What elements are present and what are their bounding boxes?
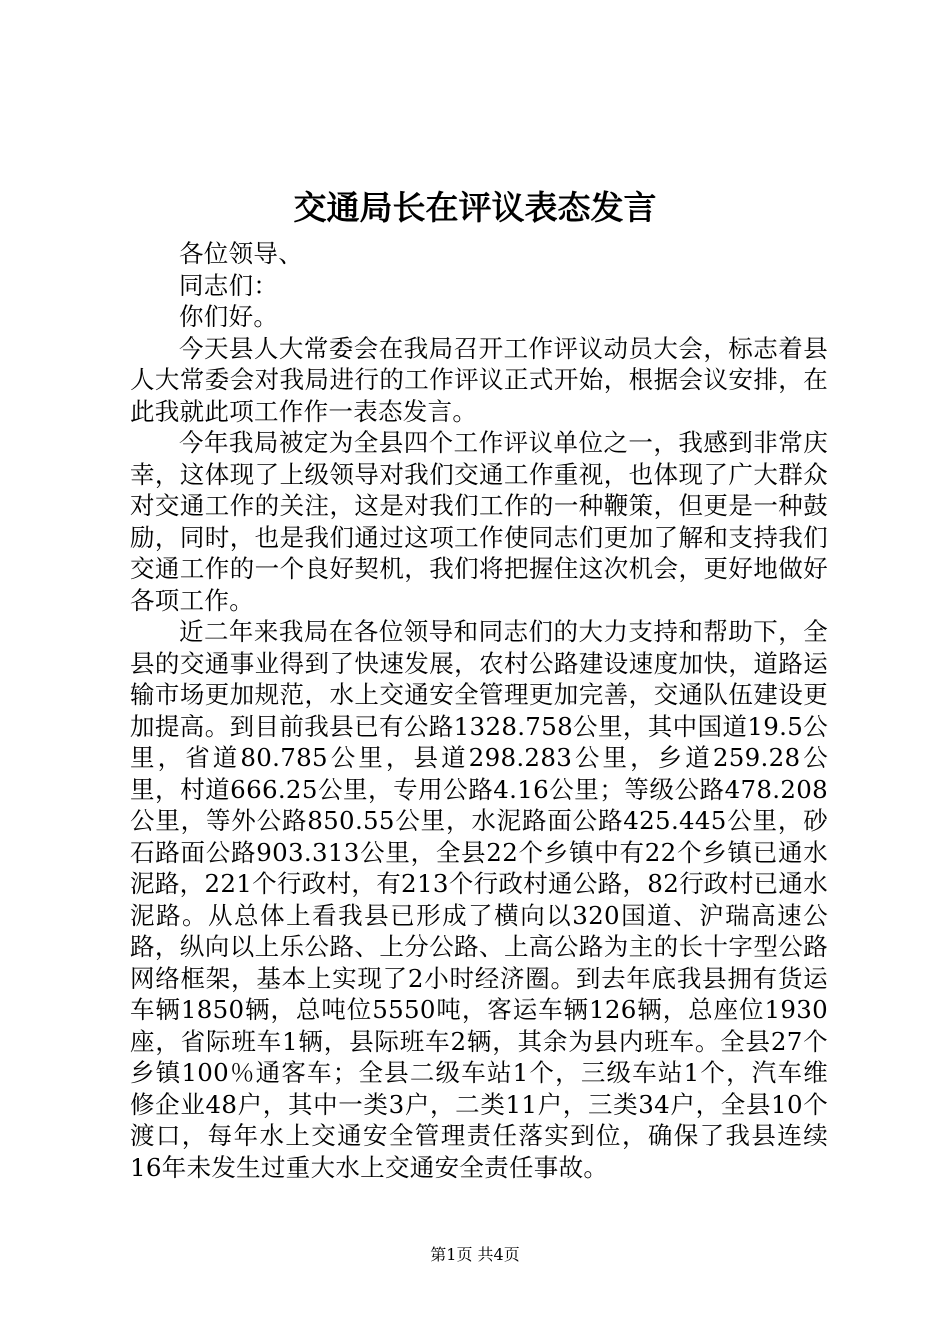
paragraph-evaluation-unit: 今年我局被定为全县四个工作评议单位之一，我感到非常庆幸，这体现了上级领导对我们交通工作重视，也体现了广大群众对交通工作的关注，这是对我们工作的一种鞭策，但更是一种鼓励，同时，也是我们通过这项工作使同志们更加了解和支持我们交通工作的一个良好契机，我们将把握住这次机会，更好地做好各项工作。	[130, 428, 828, 615]
paragraph-intro: 今天县人大常委会在我局召开工作评议动员大会，标志着县人大常委会对我局进行的工作评议正式开始，根据会议安排，在此我就此项工作作一表态发言。	[130, 333, 828, 426]
document-title: 交通局长在评议表态发言	[293, 188, 657, 227]
paragraph-transport-statistics: 近二年来我局在各位领导和同志们的大力支持和帮助下，全县的交通事业得到了快速发展，农村公路建设速度加快，道路运输市场更加规范，水上交通安全管理更加完善，交通队伍建设更加提高。到目前我县已有公路1328.758公里，其中国道19.5公里，省道80.785公里，县道298.283公里，乡道259.28公里，村道666.25公里，专用公路4.16公里；等级公路478.208公里，等外公路850.55公里，水泥路面公路425.445公里，砂石路面公路903.313公里，全县22个乡镇中有22个乡镇已通水泥路，221个行政村，有213个行政村通公路，82行政村已通水泥路。从总体上看我县已形成了横向以320国道、沪瑞高速公路，纵向以上乐公路、上分公路、上高公路为主的长十字型公路网络框架，基本上实现了2小时经济圈。到去年底我县拥有货运车辆1850辆，总吨位5550吨，客运车辆126辆，总座位1930座，省际班车1辆，县际班车2辆，其余为县内班车。全县27个乡镇100％通客车；全县二级车站1个，三级车站1个，汽车维修企业48户，其中一类3户，二类11户，三类34户，全县10个渡口，每年水上交通安全管理责任落实到位，确保了我县连续16年未发生过重大水上交通安全责任事故。	[130, 617, 828, 1182]
salutation-comrades: 同志们：	[179, 270, 279, 300]
salutation-leaders: 各位领导、	[179, 239, 303, 268]
page-number-footer: 第1页 共4页	[430, 1245, 520, 1264]
greeting: 你们好。	[179, 302, 279, 331]
document-body	[130, 238, 828, 1183]
